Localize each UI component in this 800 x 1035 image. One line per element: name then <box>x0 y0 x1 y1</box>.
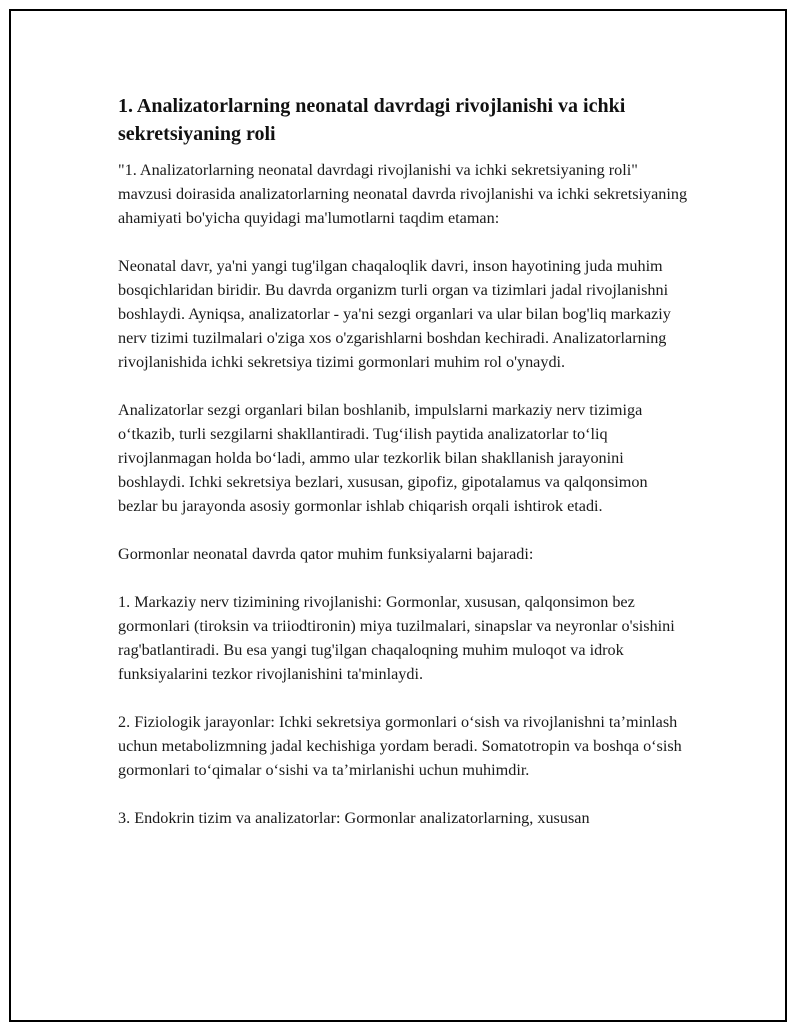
paragraph-hormone-functions: Gormonlar neonatal davrda qator muhim funksiyalarni bajaradi: <box>118 545 534 563</box>
paragraph-analyzers: Analizatorlar sezgi organlari bilan boshlanib, impulslarni markaziy nerv tizimiga o‘tkazib, turli sezgilarni shakllantiradi. Tug‘ilish paytida analizatorlar to‘liq rivojlanmagan holda bo‘ladi, ammo ular tezkorlik bilan shakllanish jarayonini boshlaydi. Ichki sekretsiya bezlari, xususan, gipofiz, gipotalamus va qalqonsimon bezlar bu jarayonda asosiy gormonlar ishlab chiqarish orqali ishtirok etadi. <box>118 401 648 515</box>
paragraph-item-1: 1. Markaziy nerv tizimining rivojlanishi: Gormonlar, xususan, qalqonsimon bez gormonlari (tiroksin va triiodtironin) miya tuzilmalari, sinapslar va neyronlar o'sishini rag'batlantiradi. Bu esa yangi tug'ilgan chaqaloqning muhim muloqot va idrok funksiyalarini tezkor rivojlanishini ta'minlaydi. <box>118 593 675 683</box>
paragraph-neonatal-period: Neonatal davr, ya'ni yangi tug'ilgan chaqaloqlik davri, inson hayotining juda muhim bosqichlaridan biridir. Bu davrda organizm turli organ va tizimlari jadal rivojlanishni boshlaydi. Ayniqsa, analizatorlar - ya'ni sezgi organlari va ular bilan bog'liq markaziy nerv tizimi tuzilmalari o'ziga xos o'zgarishlarni boshdan kechiradi. Analizatorlarning rivojlanishida ichki sekretsiya tizimi gormonlari muhim rol o'ynaydi. <box>118 257 671 371</box>
paragraph-item-2: 2. Fiziologik jarayonlar: Ichki sekretsiya gormonlari o‘sish va rivojlanishni ta’minlash uchun metabolizmning jadal kechishiga yordam beradi. Somatotropin va boshqa o‘sish gormonlari to‘qimalar o‘sishi va ta’mirlanishi uchun muhimdir. <box>118 713 682 779</box>
paragraph-item-3: 3. Endokrin tizim va analizatorlar: Gormonlar analizatorlarning, xususan <box>118 809 590 827</box>
document-title: 1. Analizatorlarning neonatal davrdagi rivojlanishi va ichki sekretsiyaning roli <box>118 95 626 145</box>
document-body <box>118 92 688 854</box>
paragraph-intro: "1. Analizatorlarning neonatal davrdagi rivojlanishi va ichki sekretsiyaning roli" mavzusi doirasida analizatorlarning neonatal davrda rivojlanishi va ichki sekretsiyaning ahamiyati bo'yicha quyidagi ma'lumotlarni taqdim etaman: <box>118 161 688 227</box>
